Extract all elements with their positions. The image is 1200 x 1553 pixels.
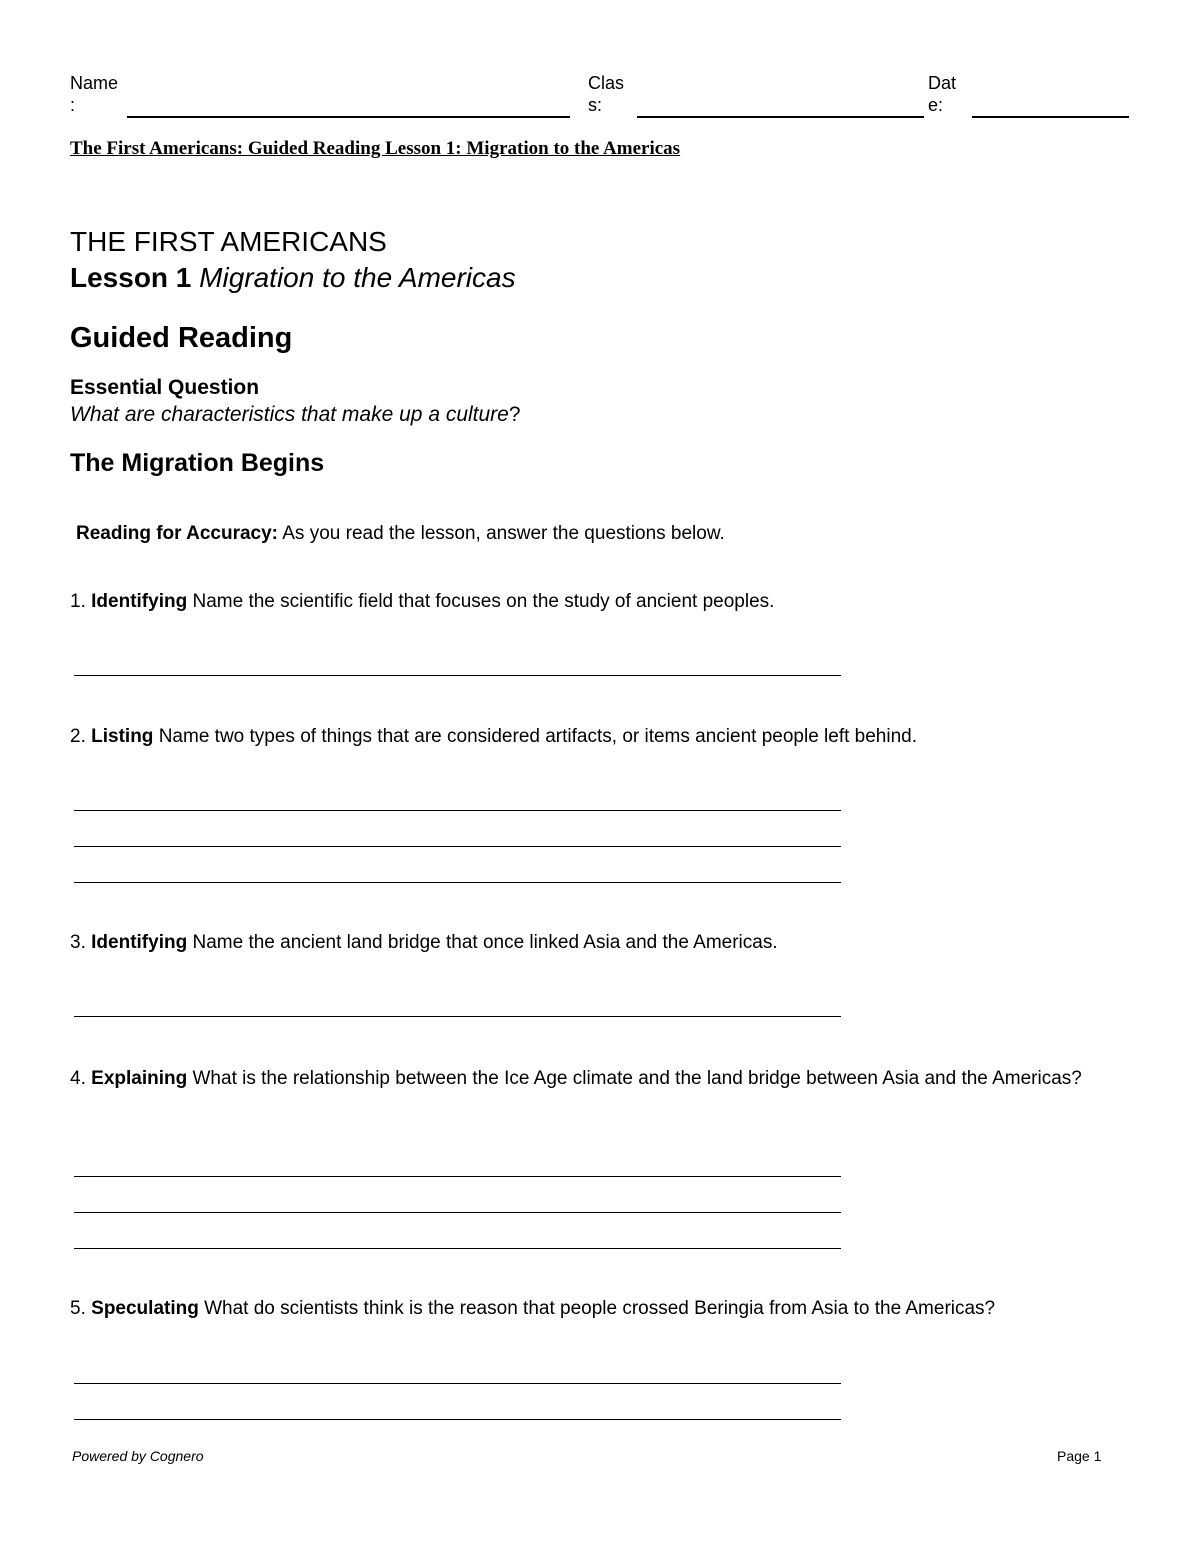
lesson-name: Migration to the Americas (199, 262, 516, 293)
question-text: What is the relationship between the Ice Age climate and the land bridge between Asia and the Americas? (187, 1068, 1082, 1089)
answer-line[interactable] (74, 846, 841, 847)
class-label (588, 72, 624, 116)
answer-line[interactable] (74, 1016, 841, 1017)
question-text: Name the scientific field that focuses on the study of ancient peoples. (187, 591, 775, 612)
lesson-number: Lesson 1 (70, 262, 192, 293)
question-1 (70, 590, 1130, 614)
date-label-bottom: e: (928, 95, 944, 115)
date-label (928, 72, 956, 116)
answer-line[interactable] (74, 810, 841, 811)
instructions (76, 522, 725, 546)
question-text: What do scientists think is the reason that people crossed Beringia from Asia to the Americas? (198, 1298, 996, 1319)
answer-line[interactable] (74, 675, 841, 676)
section-title: Guided Reading (70, 322, 293, 354)
answer-line[interactable] (74, 882, 841, 883)
name-label-bottom: : (70, 95, 76, 115)
date-field-line[interactable] (972, 116, 1129, 118)
question-number: 2. (70, 726, 86, 747)
class-field-line[interactable] (637, 116, 924, 118)
essential-question-end: ? (508, 403, 521, 426)
question-number: 1. (70, 591, 86, 612)
question-text: Name two types of things that are considered artifacts, or items ancient people left behind. (153, 726, 918, 747)
question-2 (70, 725, 1130, 749)
question-keyword: Explaining (91, 1068, 188, 1089)
subsection-title: The Migration Begins (70, 449, 325, 477)
question-keyword: Speculating (91, 1298, 199, 1319)
question-4 (70, 1067, 1130, 1091)
question-3 (70, 931, 1130, 955)
footer-powered-by: Powered by Cognero (72, 1448, 204, 1464)
question-keyword: Listing (91, 726, 154, 747)
answer-line[interactable] (74, 1176, 841, 1177)
question-number: 5. (70, 1298, 86, 1319)
essential-question-label: Essential Question (70, 376, 260, 399)
question-keyword: Identifying (91, 591, 188, 612)
footer-page-number: Page 1 (1057, 1448, 1102, 1464)
date-label-top: Dat (928, 73, 957, 93)
essential-question (70, 403, 521, 427)
name-label-top: Name (70, 73, 119, 93)
question-keyword: Identifying (91, 932, 188, 953)
question-text: Name the ancient land bridge that once linked Asia and the Americas. (187, 932, 778, 953)
worksheet-title: The First Americans: Guided Reading Lesson 1: Migration to the Americas (70, 138, 681, 159)
name-label (70, 72, 118, 116)
unit-title: THE FIRST AMERICANS (70, 226, 387, 257)
class-label-top: Clas (588, 73, 625, 93)
question-5 (70, 1297, 1130, 1321)
lesson-heading (70, 262, 516, 294)
answer-line[interactable] (74, 1419, 841, 1420)
class-label-bottom: s: (588, 95, 603, 115)
question-number: 4. (70, 1068, 86, 1089)
question-number: 3. (70, 932, 86, 953)
answer-line[interactable] (74, 1248, 841, 1249)
name-field-line[interactable] (127, 116, 570, 118)
answer-line[interactable] (74, 1383, 841, 1384)
instructions-label: Reading for Accuracy: (76, 523, 279, 544)
answer-line[interactable] (74, 1212, 841, 1213)
instructions-text: As you read the lesson, answer the questions below. (278, 523, 725, 544)
essential-question-text: What are characteristics that make up a culture (70, 403, 509, 426)
